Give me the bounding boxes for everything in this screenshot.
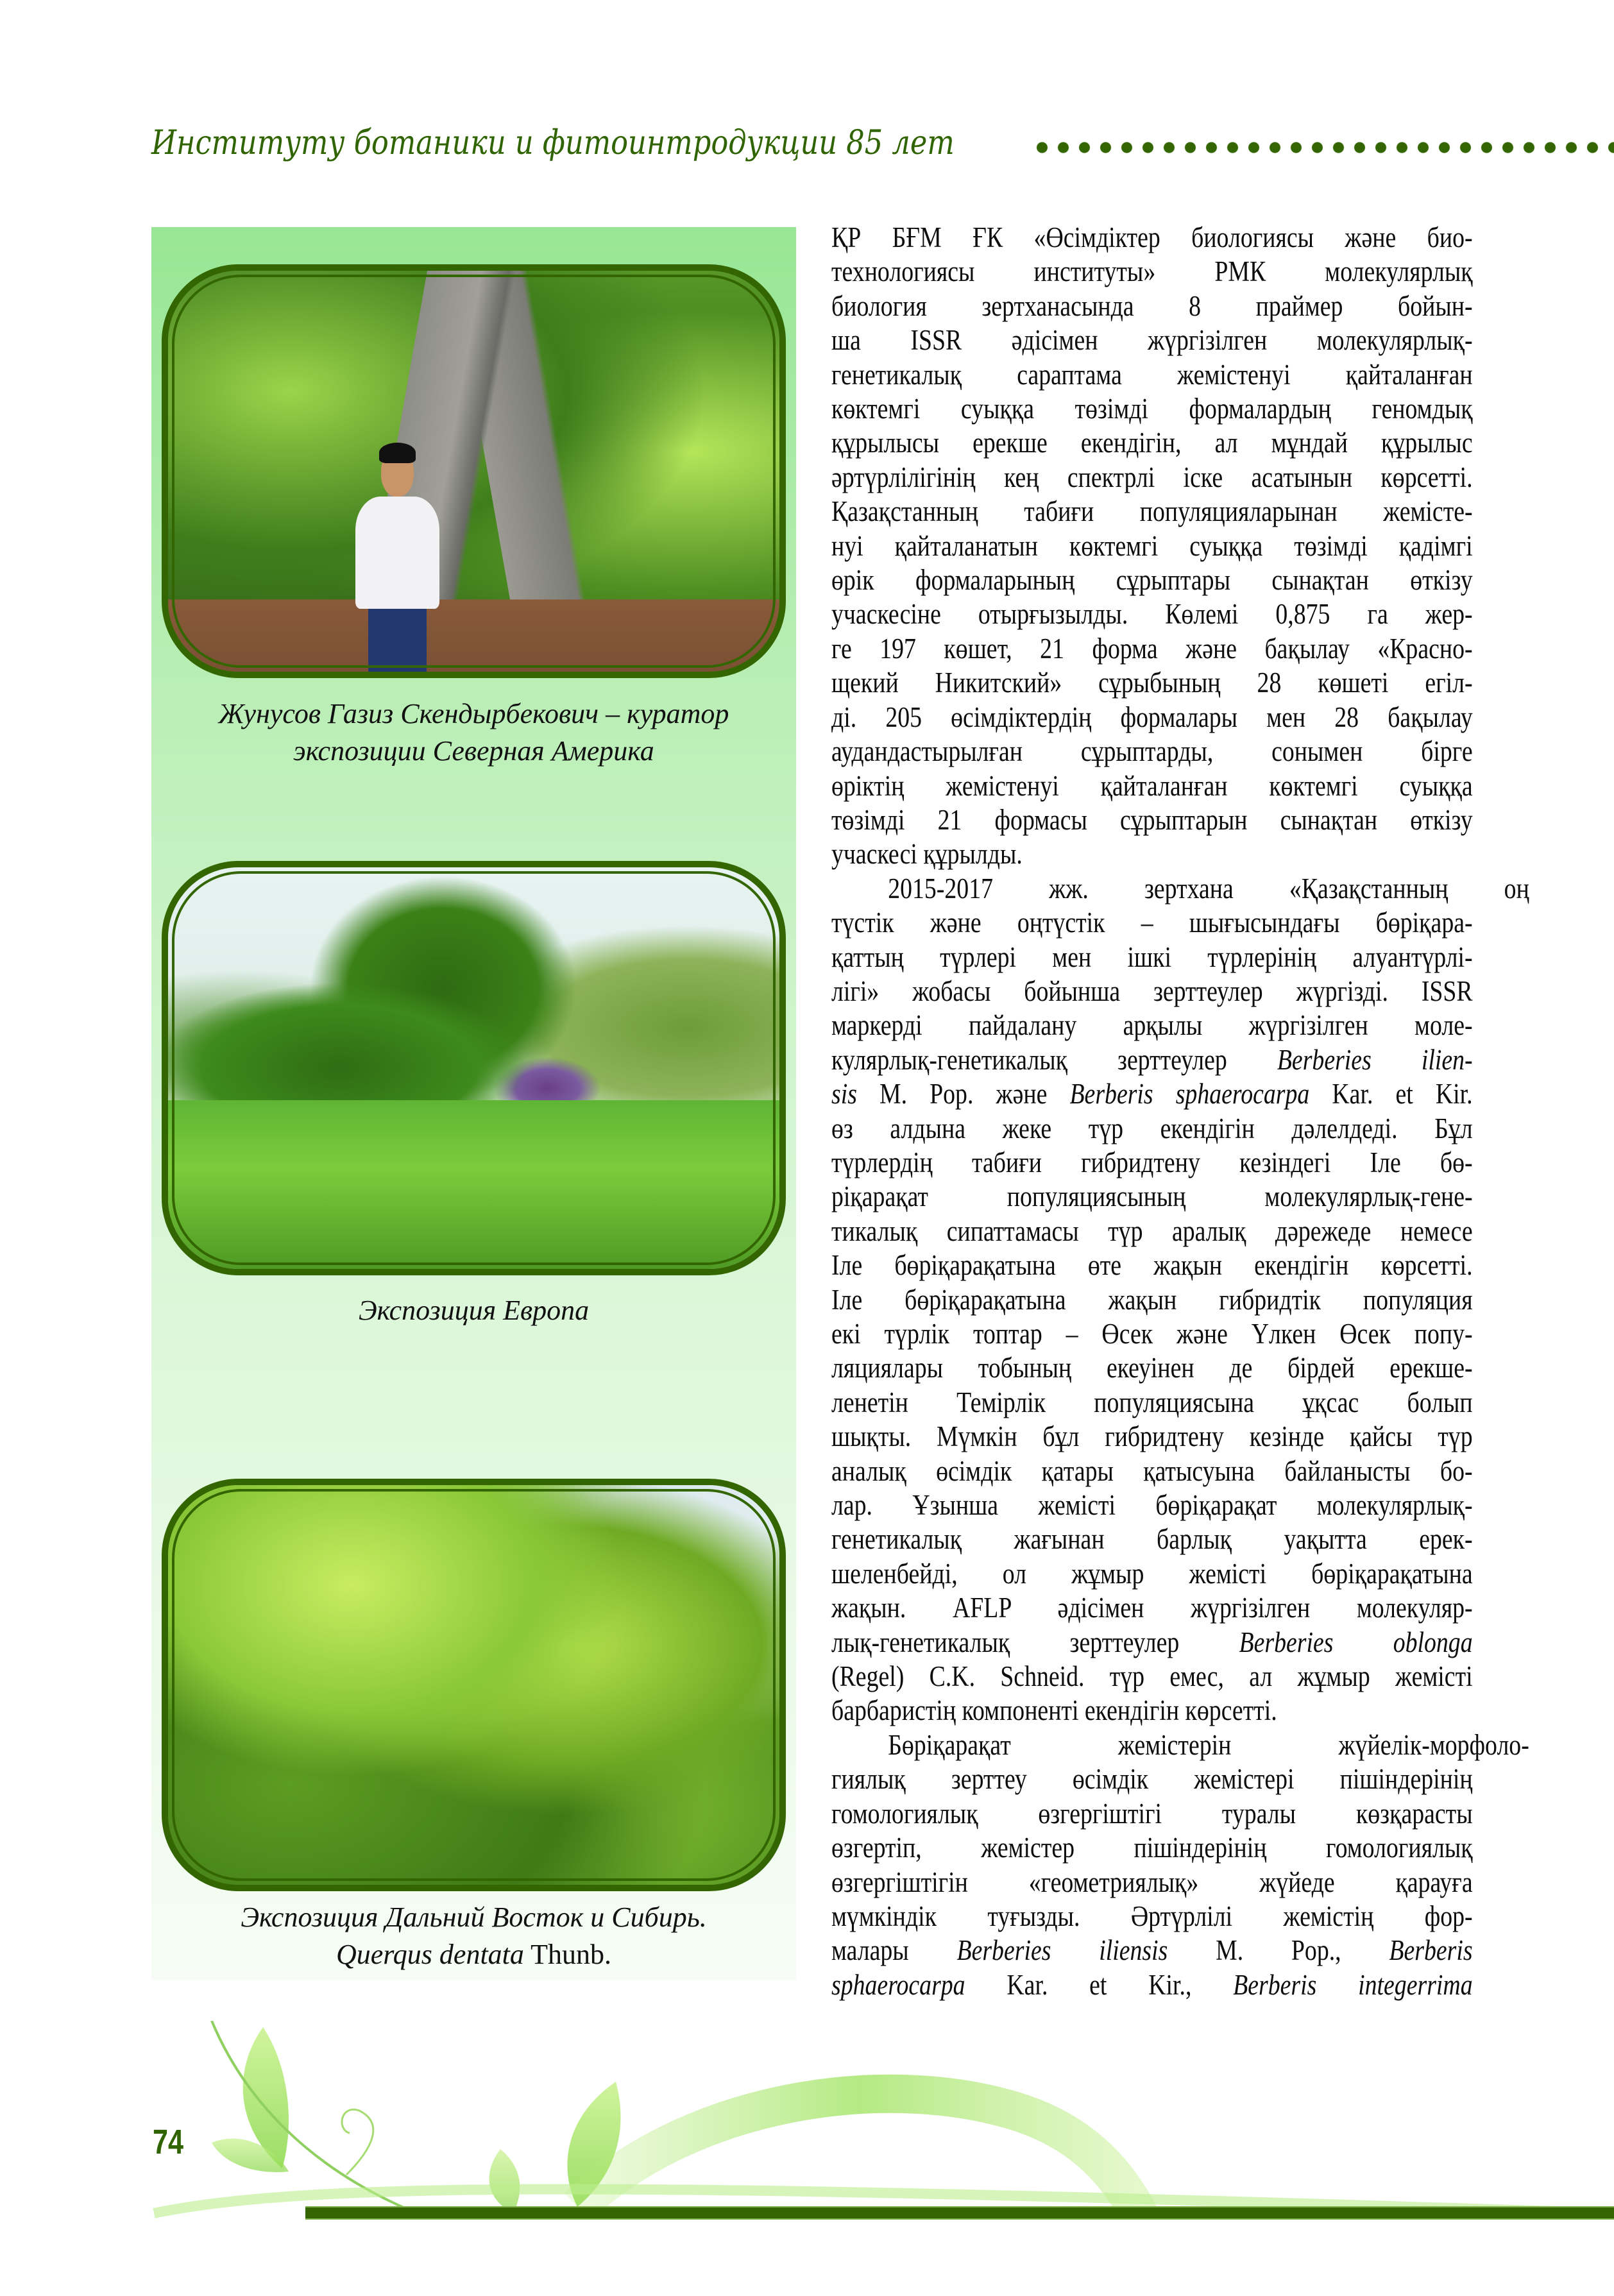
text-line	[831, 255, 1473, 289]
text-line	[831, 323, 1473, 357]
photo-europe-meadow	[168, 867, 779, 1269]
text-line	[831, 392, 1473, 426]
text-line	[831, 1248, 1473, 1282]
text-run: гомологиялық өзгергіштігі туралы көзқарасты	[831, 1797, 1473, 1830]
text-run: Kar. et Kir.,	[965, 1968, 1234, 2001]
text-line	[831, 974, 1473, 1008]
text-line	[831, 1043, 1473, 1077]
photo-frame-north-america	[162, 264, 786, 678]
running-header-title: Институту ботаники и фитоинтродукции 85 лет	[151, 124, 955, 162]
text-line	[831, 769, 1473, 803]
text-line	[831, 426, 1473, 460]
text-run: маркерді пайдалану арқылы жүргізілген моле-	[831, 1009, 1473, 1042]
photo-frame-far-east	[162, 1479, 786, 1891]
latin-term: Berberies oblonga	[1239, 1626, 1473, 1658]
text-line	[831, 1317, 1473, 1351]
text-line	[831, 1591, 1473, 1625]
leaf-swirl-decoration	[115, 2021, 1614, 2220]
text-run: мүмкіндік туғызды. Әртүрлілі жемістің фор-	[831, 1900, 1473, 1932]
article-body	[831, 221, 1529, 2002]
text-line	[831, 1728, 1529, 1762]
text-line	[831, 495, 1473, 529]
text-run: (Regel) C.K. Schneid. түр емес, ал жұмыр жемісті	[831, 1660, 1473, 1693]
latin-term: sis	[831, 1078, 857, 1110]
text-run: Іле бөріқарақатына жақын гибридтік популяция	[831, 1283, 1473, 1316]
vine-icon	[212, 2021, 417, 2213]
running-header	[151, 114, 1614, 172]
text-line	[831, 1488, 1473, 1522]
text-run: төзімді 21 формасы сұрыптарын сынақтан өткізу	[831, 803, 1473, 836]
text-run: ша ISSR әдісімен жүргізілген молекулярлық-	[831, 324, 1473, 357]
latin-term: Berberis integerrima	[1233, 1968, 1473, 2001]
text-run: түстік және оңтүстік – шығысындағы бөріқара-	[831, 906, 1473, 939]
text-run: нуі қайталанатын көктемгі суыққа төзімді қадімгі	[831, 529, 1473, 562]
text-run: M. Pop. және	[856, 1078, 1070, 1110]
text-run: кулярлық-генетикалық зерттеулер	[831, 1043, 1277, 1076]
text-run: технологиясы институты» РМК молекулярлық	[831, 255, 1473, 288]
text-line	[831, 1762, 1473, 1796]
text-run: түрлердің табиғи гибридтену кезіндегі Іле бө-	[831, 1146, 1473, 1178]
latin-author: Thunb.	[523, 1939, 611, 1970]
caption-north-america	[151, 695, 796, 770]
text-line	[831, 940, 1473, 974]
text-line	[831, 666, 1473, 700]
text-line	[831, 1112, 1473, 1146]
text-run: 2015-2017 жж. зертхана «Қазақстанның оң	[888, 872, 1529, 905]
caption-far-east	[151, 1899, 796, 1973]
text-run: Қазақстанның табиғи популяцияларынан жемісте-	[831, 495, 1473, 528]
text-run: M. Pop.,	[1168, 1934, 1389, 1967]
text-run: ге 197 көшет, 21 форма және бақылау «Красно-	[831, 632, 1473, 665]
text-run: лігі» жобасы бойынша зерттеулер жүргізді. ISSR	[831, 974, 1473, 1007]
text-line	[831, 358, 1473, 392]
text-run: ляциялары тобының екеуінен де бірдей ерекше-	[831, 1352, 1473, 1384]
text-line	[831, 837, 1473, 871]
text-run: тикалық сипаттамасы түр аралық дәрежеде немесе	[831, 1214, 1473, 1247]
photo-oak-foliage	[168, 1485, 779, 1885]
text-run: Бөріқарақат жемістерін жүйелік-морфоло-	[888, 1728, 1529, 1761]
text-line	[831, 1626, 1473, 1660]
text-line	[831, 1660, 1473, 1694]
latin-term: sphaerocarpa	[831, 1968, 965, 2001]
text-run: өрік формаларының сұрыптары сынақтан өткізу	[831, 564, 1473, 597]
text-line	[831, 1831, 1473, 1865]
text-line	[831, 872, 1529, 906]
text-line	[831, 735, 1473, 769]
text-run: гиялық зерттеу өсімдік жемістері пішіндерінің	[831, 1763, 1473, 1796]
text-run: аудандастырылған сұрыптарды, сонымен бірге	[831, 735, 1473, 768]
text-line	[831, 701, 1473, 735]
text-run: лар. Ұзынша жемісті бөріқарақат молекулярлық-	[831, 1489, 1473, 1522]
text-run: аналық өсімдік қатары қатысуына байланысты бо-	[831, 1454, 1473, 1487]
text-line	[831, 1968, 1473, 2002]
leaf-icon	[567, 2082, 620, 2207]
text-line	[831, 1077, 1473, 1111]
text-line	[831, 1866, 1473, 1900]
latin-term: Berberis	[1389, 1934, 1473, 1967]
text-line	[831, 461, 1473, 495]
text-run: ҚР БҒМ ҒК «Өсімдіктер биологиясы және био-	[831, 221, 1473, 253]
text-run: щекий Никитский» сұрыбының 28 көшеті егіл-	[831, 667, 1473, 699]
leaf-icon	[243, 2027, 289, 2168]
text-line	[831, 1008, 1473, 1042]
text-run: өріктің жемістенуі қайталанған көктемгі суыққа	[831, 769, 1473, 802]
latin-term: Berberies ilien-	[1277, 1043, 1473, 1076]
caption-europe	[151, 1292, 796, 1329]
text-run: екі түрлік топтар – Өсек және Үлкен Өсек попу-	[831, 1318, 1473, 1350]
text-line	[831, 1214, 1473, 1248]
page-number: 74	[153, 2123, 184, 2161]
text-run: учаскесіне отырғызылды. Көлемі 0,875 га жер-	[831, 598, 1473, 631]
text-run: шеленбейді, ол жұмыр жемісті бөріқарақатына	[831, 1557, 1473, 1590]
text-run: әртүрлілігінің кең спектрлі іске асатынын көрсетті.	[831, 461, 1473, 493]
caption-line: Экспозиция Дальний Восток и Сибирь.	[241, 1901, 707, 1933]
caption-line: экспозиции Северная Америка	[293, 735, 654, 767]
text-line	[831, 1797, 1473, 1831]
text-line	[831, 1522, 1473, 1556]
photo-curator-by-trees	[168, 271, 779, 672]
text-line	[831, 1900, 1473, 1934]
text-line	[831, 563, 1473, 597]
text-line	[831, 632, 1473, 666]
photo-frame-europe	[162, 861, 786, 1275]
text-line	[831, 221, 1473, 255]
text-run: ленетін Темірлік популяциясына ұқсас болып	[831, 1386, 1473, 1418]
text-run: биология зертханасында 8 праймер бойын-	[831, 289, 1473, 322]
text-run: шықты. Мүмкін бұл гибридтену кезінде қайсы түр	[831, 1420, 1473, 1453]
latin-name: Querqus dentata	[336, 1939, 524, 1970]
text-line	[831, 1180, 1473, 1214]
text-run: барбаристің компоненті екендігін көрсетті.	[831, 1694, 1277, 1727]
caption-line: Экспозиция Европа	[358, 1295, 590, 1326]
text-run: қаттың түрлері мен ішкі түрлерінің алуантүрлі-	[831, 940, 1473, 973]
text-line	[831, 1283, 1473, 1317]
text-run: көктемгі суыққа төзімді формалардың геномдық	[831, 393, 1473, 425]
text-run: Kar. et Kir.	[1309, 1078, 1473, 1110]
dotted-leader	[1032, 141, 1614, 154]
text-line	[831, 1454, 1473, 1488]
text-line	[831, 1694, 1473, 1728]
leaf-icon	[489, 2149, 520, 2213]
vine-icon	[342, 2109, 373, 2175]
caption-latin-line	[151, 1936, 796, 1973]
text-line	[831, 597, 1473, 631]
text-run: өзгергіштігін «геометриялық» жүйеде қарауға	[831, 1866, 1473, 1898]
text-run: жақын. AFLP әдісімен жүргізілген молекуляр-	[831, 1592, 1473, 1624]
text-run: өзгертіп, жемістер пішіндерінің гомологиялық	[831, 1832, 1473, 1864]
swirl-icon	[577, 2094, 1142, 2220]
text-run: өз алдына жеке түр екендігін дәлелдеді. Бұл	[831, 1112, 1473, 1144]
text-run: учаскесі құрылды.	[831, 838, 1023, 871]
text-run: генетикалық сараптама жемістенуі қайталанған	[831, 358, 1473, 391]
text-line	[831, 1351, 1473, 1385]
text-line	[831, 1386, 1473, 1420]
photo-sidebar	[151, 227, 796, 1980]
text-run: ді. 205 өсімдіктердің формалары мен 28 бақылау	[831, 701, 1473, 733]
leaf-icon	[212, 2139, 289, 2172]
text-run: генетикалық жағынан барлық уақытта ерек-	[831, 1523, 1473, 1556]
text-run: ріқарақат популяциясының молекулярлық-гене-	[831, 1180, 1473, 1213]
person-figure	[352, 447, 443, 672]
latin-term: Berberies iliensis	[956, 1934, 1168, 1967]
text-line	[831, 289, 1473, 323]
text-line	[831, 906, 1473, 940]
text-line	[831, 803, 1473, 837]
text-line	[831, 529, 1473, 563]
text-run: құрылысы ерекше екендігін, ал мұндай құрылыс	[831, 427, 1473, 459]
text-line	[831, 1420, 1473, 1454]
footer-rule	[305, 2206, 1614, 2220]
text-line	[831, 1557, 1473, 1591]
text-run: лық-генетикалық зерттеулер	[831, 1626, 1239, 1658]
caption-line: Жунусов Газиз Скендырбекович – куратор	[218, 698, 729, 729]
latin-term: Berberis sphaerocarpa	[1069, 1078, 1310, 1110]
text-run: малары	[831, 1934, 957, 1967]
text-line	[831, 1146, 1473, 1180]
text-line	[831, 1934, 1473, 1968]
text-run: Іле бөріқарақатына өте жақын екендігін көрсетті.	[831, 1249, 1473, 1282]
